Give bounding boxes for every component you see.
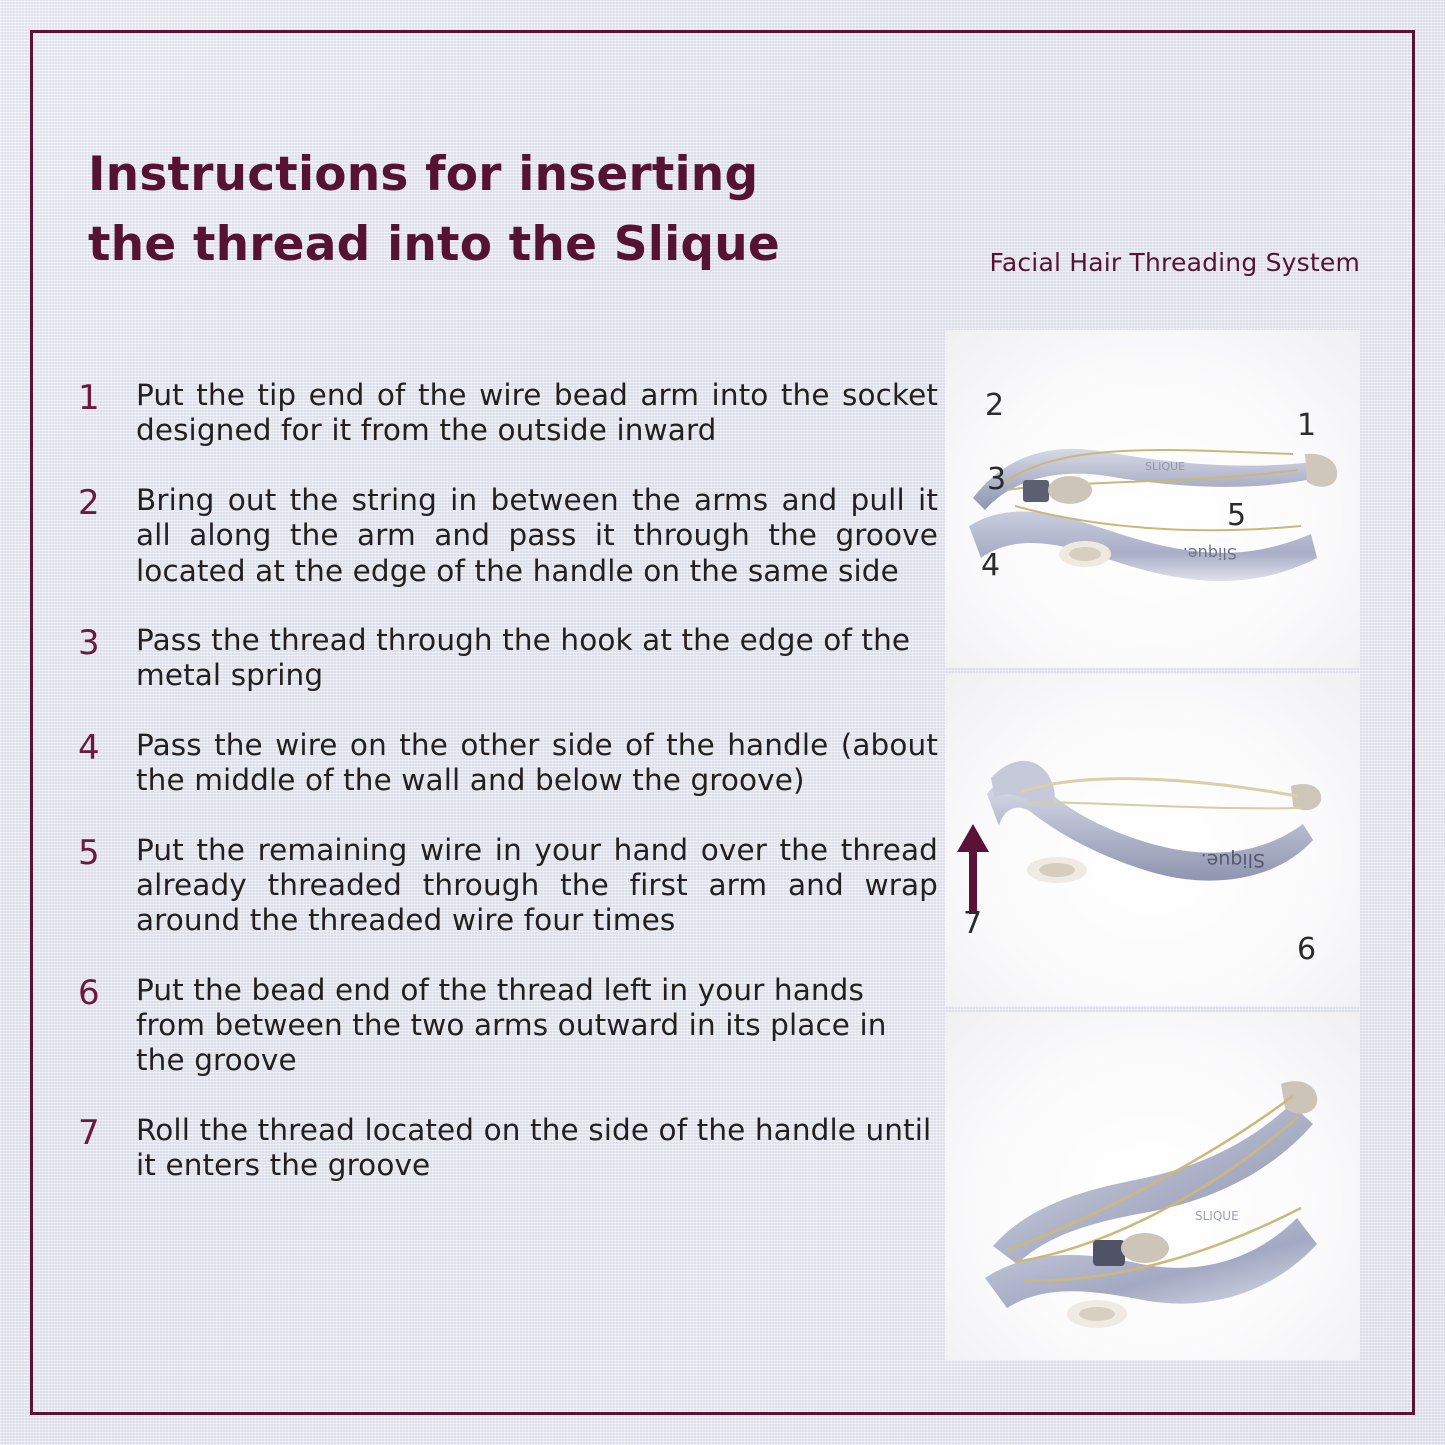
title-line-1: Instructions for inserting (88, 147, 759, 202)
subtitle: Facial Hair Threading System (989, 248, 1360, 277)
step-text: Put the bead end of the thread left in your hands from between the two arms outward in its place in the groove (136, 972, 887, 1078)
product-photo-bottom (945, 1012, 1360, 1360)
step-number: 4 (78, 727, 100, 768)
step-number: 2 (78, 482, 100, 523)
svg-text:SLIQUE: SLIQUE (1195, 1209, 1239, 1223)
instruction-list (78, 378, 938, 1218)
step-text: Pass the thread through the hook at the edge of the metal spring (136, 622, 911, 693)
svg-text:SLIQUE: SLIQUE (1145, 460, 1186, 473)
product-photo-middle (945, 674, 1360, 1006)
step-number: 7 (78, 1112, 100, 1153)
title-line-2: the thread into the Slique (88, 216, 780, 272)
photo-callout-4: 4 (981, 548, 1001, 583)
page-title (88, 140, 888, 279)
photo-callout-1: 1 (1297, 408, 1317, 443)
list-item (78, 483, 938, 589)
slique-tool-illustration-bottom (945, 1012, 1360, 1360)
step-number: 1 (78, 378, 100, 418)
step-text: Pass the wire on the other side of the handle (about the middle of the wall and below the groove) (136, 727, 938, 798)
svg-text:Slique.: Slique. (1182, 544, 1237, 563)
photo-callout-5: 5 (1227, 498, 1247, 533)
step-text: Bring out the string in between the arms and pull it all along the arm and pass it through the groove located at the edge of the handle on the same side (136, 482, 938, 588)
slique-tool-illustration-top (945, 330, 1360, 668)
list-item (78, 833, 938, 939)
list-item (78, 1113, 938, 1184)
step-number: 6 (78, 972, 100, 1013)
step-text: Put the tip end of the wire bead arm into the socket designed for it from the outside inward (136, 378, 938, 448)
step-text: Put the remaining wire in your hand over the thread already threaded through the first arm and wrap around the threaded wire four times (136, 832, 938, 938)
step-number: 5 (78, 832, 100, 873)
photo-callout-6: 6 (1297, 932, 1317, 967)
photo-callout-2: 2 (985, 388, 1005, 423)
product-photo-top (945, 330, 1360, 668)
list-item (78, 973, 938, 1079)
list-item (78, 378, 938, 449)
photo-callout-7: 7 (963, 906, 983, 941)
step-number: 3 (78, 622, 100, 663)
step-text: Roll the thread located on the side of the handle until it enters the groove (136, 1112, 932, 1183)
svg-text:Slique.: Slique. (1200, 849, 1265, 871)
photo-callout-3: 3 (987, 462, 1007, 497)
list-item (78, 728, 938, 799)
list-item (78, 623, 938, 694)
